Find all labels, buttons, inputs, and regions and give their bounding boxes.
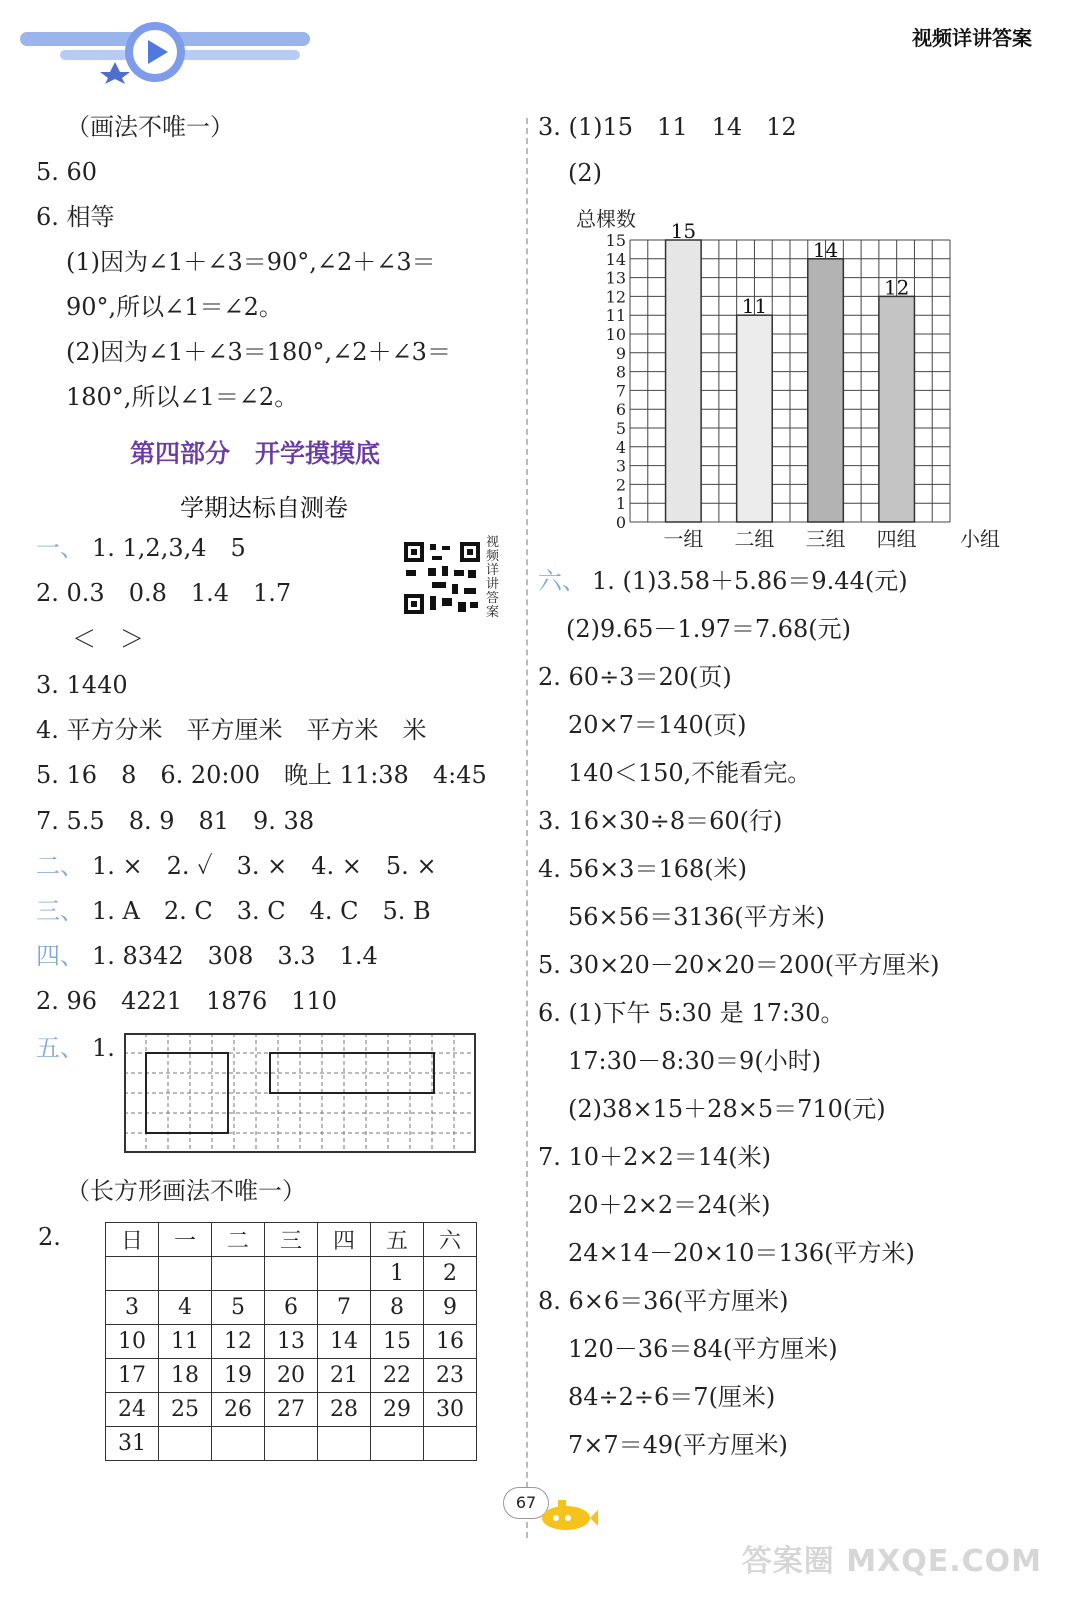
y-tick-label: 9	[615, 343, 626, 363]
calendar-cell: 29	[371, 1393, 424, 1427]
calendar-cell: 4	[159, 1291, 212, 1325]
calendar-cell: 6	[265, 1291, 318, 1325]
x-axis-label: 小组	[960, 527, 1000, 551]
calendar-cell	[159, 1427, 212, 1461]
section-number: 三、	[36, 897, 84, 925]
y-tick-label: 12	[605, 287, 626, 307]
calendar-cell	[265, 1257, 318, 1291]
answer-line: （长方形画法不唯一）	[66, 1177, 306, 1205]
calendar-header-cell: 六	[424, 1223, 477, 1257]
calendar-cell: 3	[106, 1291, 159, 1325]
answer-line: 180°,所以∠1＝∠2。	[66, 383, 299, 411]
star-icon	[100, 62, 130, 84]
answer-line: 20×7＝140(页)	[568, 711, 747, 739]
calendar-cell: 23	[424, 1359, 477, 1393]
y-tick-label: 13	[605, 268, 626, 288]
calendar-cell: 31	[106, 1427, 159, 1461]
y-tick-label: 4	[615, 437, 626, 457]
y-tick-label: 3	[615, 456, 626, 476]
calendar-row	[106, 1359, 477, 1393]
calendar-cell: 26	[212, 1393, 265, 1427]
answer-line: 2. 60÷3＝20(页)	[538, 663, 732, 691]
calendar-cell: 1	[371, 1257, 424, 1291]
answer-line: 1.	[92, 1034, 115, 1062]
y-tick-label: 6	[615, 400, 626, 420]
calendar-cell: 20	[265, 1359, 318, 1393]
answer-line: (2)38×15＋28×5＝710(元)	[568, 1095, 886, 1123]
x-tick-label: 三组	[805, 527, 846, 551]
section-number: 六、	[538, 567, 586, 595]
qr-caption: 视频详讲答案	[486, 535, 500, 620]
part-title: 第四部分 开学摸摸底	[130, 439, 381, 468]
answer-line: 6. 相等	[36, 203, 115, 231]
bar-value-label: 11	[741, 294, 768, 319]
calendar-header-cell: 二	[212, 1223, 265, 1257]
calendar-cell: 10	[106, 1325, 159, 1359]
calendar-cell: 21	[318, 1359, 371, 1393]
answer-line: 3. (1)15 11 14 12	[538, 113, 797, 141]
calendar-row	[106, 1325, 477, 1359]
calendar-table	[105, 1222, 477, 1461]
answer-line: 3. 1440	[36, 671, 128, 699]
calendar-cell	[265, 1427, 318, 1461]
bar-value-label: 12	[883, 275, 910, 300]
calendar-cell	[106, 1257, 159, 1291]
bar	[808, 259, 844, 522]
drawing-grid	[124, 1033, 476, 1153]
answer-line: 56×56＝3136(平方米)	[568, 903, 825, 931]
answer-line: 2. 0.3 0.8 1.4 1.7	[36, 579, 292, 607]
x-tick-label: 一组	[663, 527, 704, 551]
x-tick-label: 四组	[876, 527, 917, 551]
answer-line: 120－36＝84(平方厘米)	[568, 1335, 838, 1363]
calendar-row	[106, 1257, 477, 1291]
answer-line: 6. (1)下午 5:30 是 17:30。	[538, 999, 845, 1027]
calendar-row	[106, 1393, 477, 1427]
calendar-cell: 27	[265, 1393, 318, 1427]
answer-line: 1. 1,2,3,4 5	[92, 534, 246, 562]
section-subtitle: 学期达标自测卷	[180, 494, 348, 522]
calendar-cell	[212, 1427, 265, 1461]
calendar-cell	[424, 1427, 477, 1461]
answer-line: 2.	[38, 1223, 61, 1251]
calendar-cell	[212, 1257, 265, 1291]
answer-line: (2)	[568, 159, 602, 187]
calendar-cell: 12	[212, 1325, 265, 1359]
y-tick-label: 1	[615, 494, 626, 514]
y-tick-label: 7	[615, 381, 626, 401]
answer-line: 7×7＝49(平方厘米)	[568, 1431, 788, 1459]
answer-line: 3. 16×30÷8＝60(行)	[538, 807, 783, 835]
calendar-cell: 7	[318, 1291, 371, 1325]
y-tick-label: 11	[605, 306, 626, 326]
calendar-cell: 11	[159, 1325, 212, 1359]
answer-line: 5. 30×20－20×20＝200(平方厘米)	[538, 951, 940, 979]
calendar-header-row	[106, 1223, 477, 1257]
calendar-cell: 9	[424, 1291, 477, 1325]
calendar-header-cell: 一	[159, 1223, 212, 1257]
answer-line: (2)9.65－1.97＝7.68(元)	[566, 615, 852, 643]
bar	[737, 315, 773, 522]
answer-line: 84÷2÷6＝7(厘米)	[568, 1383, 776, 1411]
y-tick-label: 2	[615, 475, 626, 495]
answer-line: 1. 8342 308 3.3 1.4	[92, 942, 378, 970]
y-tick-label: 0	[615, 513, 626, 532]
calendar-cell: 15	[371, 1325, 424, 1359]
qr-code-icon[interactable]	[402, 540, 482, 616]
answer-line: ＜ ＞	[72, 625, 144, 653]
calendar-cell: 17	[106, 1359, 159, 1393]
answer-line: 20＋2×2＝24(米)	[568, 1191, 771, 1219]
answer-line: 1. (1)3.58＋5.86＝9.44(元)	[592, 567, 908, 595]
answer-line: 4. 平方分米 平方厘米 平方米 米	[36, 716, 427, 744]
y-tick-label: 5	[615, 419, 626, 438]
answer-line: 8. 6×6＝36(平方厘米)	[538, 1287, 789, 1315]
calendar-cell: 5	[212, 1291, 265, 1325]
calendar-cell: 25	[159, 1393, 212, 1427]
section-number: 一、	[36, 534, 84, 562]
page-number: 67	[503, 1487, 549, 1519]
header-banner	[20, 14, 320, 84]
answer-line: (2)因为∠1＋∠3＝180°,∠2＋∠3＝	[66, 338, 451, 366]
calendar-row	[106, 1291, 477, 1325]
calendar-cell: 24	[106, 1393, 159, 1427]
calendar-cell	[371, 1427, 424, 1461]
answer-line: 90°,所以∠1＝∠2。	[66, 293, 283, 321]
bar-chart	[560, 196, 1020, 556]
calendar-header-cell: 四	[318, 1223, 371, 1257]
y-axis-label: 总棵数	[576, 207, 636, 231]
calendar-cell: 16	[424, 1325, 477, 1359]
answer-line: 5. 60	[36, 158, 98, 186]
x-tick-label: 二组	[734, 527, 775, 551]
y-tick-label: 8	[615, 362, 626, 382]
calendar-cell: 18	[159, 1359, 212, 1393]
y-tick-label: 15	[605, 231, 626, 250]
calendar-row	[106, 1427, 477, 1461]
bar	[879, 296, 915, 522]
answer-line: 140＜150,不能看完。	[568, 759, 812, 787]
calendar-cell	[318, 1427, 371, 1461]
calendar-cell	[159, 1257, 212, 1291]
calendar-cell: 19	[212, 1359, 265, 1393]
calendar-cell: 28	[318, 1393, 371, 1427]
calendar-cell: 2	[424, 1257, 477, 1291]
calendar-cell: 8	[371, 1291, 424, 1325]
section-number: 二、	[36, 852, 84, 880]
calendar-cell: 14	[318, 1325, 371, 1359]
calendar-header-cell: 五	[371, 1223, 424, 1257]
answer-line: 2. 96 4221 1876 110	[36, 987, 338, 1015]
answer-line: 5. 16 8 6. 20:00 晚上 11:38 4:45	[36, 761, 487, 789]
calendar-cell	[318, 1257, 371, 1291]
answer-line: 1. A 2. C 3. C 4. C 5. B	[92, 897, 431, 925]
answer-line: 17:30－8:30＝9(小时)	[568, 1047, 822, 1075]
answer-line: 7. 5.5 8. 9 81 9. 38	[36, 807, 315, 835]
section-number: 四、	[36, 942, 84, 970]
watermark: 答案圈 MXQE.COM	[741, 1544, 1042, 1579]
answer-line: 4. 56×3＝168(米)	[538, 855, 747, 883]
header-title: 视频详讲答案	[912, 26, 1032, 50]
calendar-cell: 30	[424, 1393, 477, 1427]
bar-value-label: 15	[670, 219, 697, 243]
y-tick-label: 14	[605, 249, 626, 269]
submarine-icon	[536, 1496, 600, 1532]
calendar-header-cell: 三	[265, 1223, 318, 1257]
calendar-cell: 13	[265, 1325, 318, 1359]
answer-line: 7. 10＋2×2＝14(米)	[538, 1143, 771, 1171]
answer-line: 24×14－20×10＝136(平方米)	[568, 1239, 915, 1267]
answer-line: （画法不唯一）	[66, 113, 234, 141]
bar-value-label: 14	[812, 237, 839, 262]
section-number: 五、	[36, 1034, 84, 1062]
calendar-cell: 22	[371, 1359, 424, 1393]
y-tick-label: 10	[605, 325, 626, 344]
bar	[666, 240, 702, 522]
column-divider	[526, 118, 528, 1538]
answer-line: (1)因为∠1＋∠3＝90°,∠2＋∠3＝	[66, 248, 436, 276]
answer-line: 1. × 2. ✓ 3. × 4. × 5. ×	[92, 852, 437, 880]
calendar-header-cell: 日	[106, 1223, 159, 1257]
